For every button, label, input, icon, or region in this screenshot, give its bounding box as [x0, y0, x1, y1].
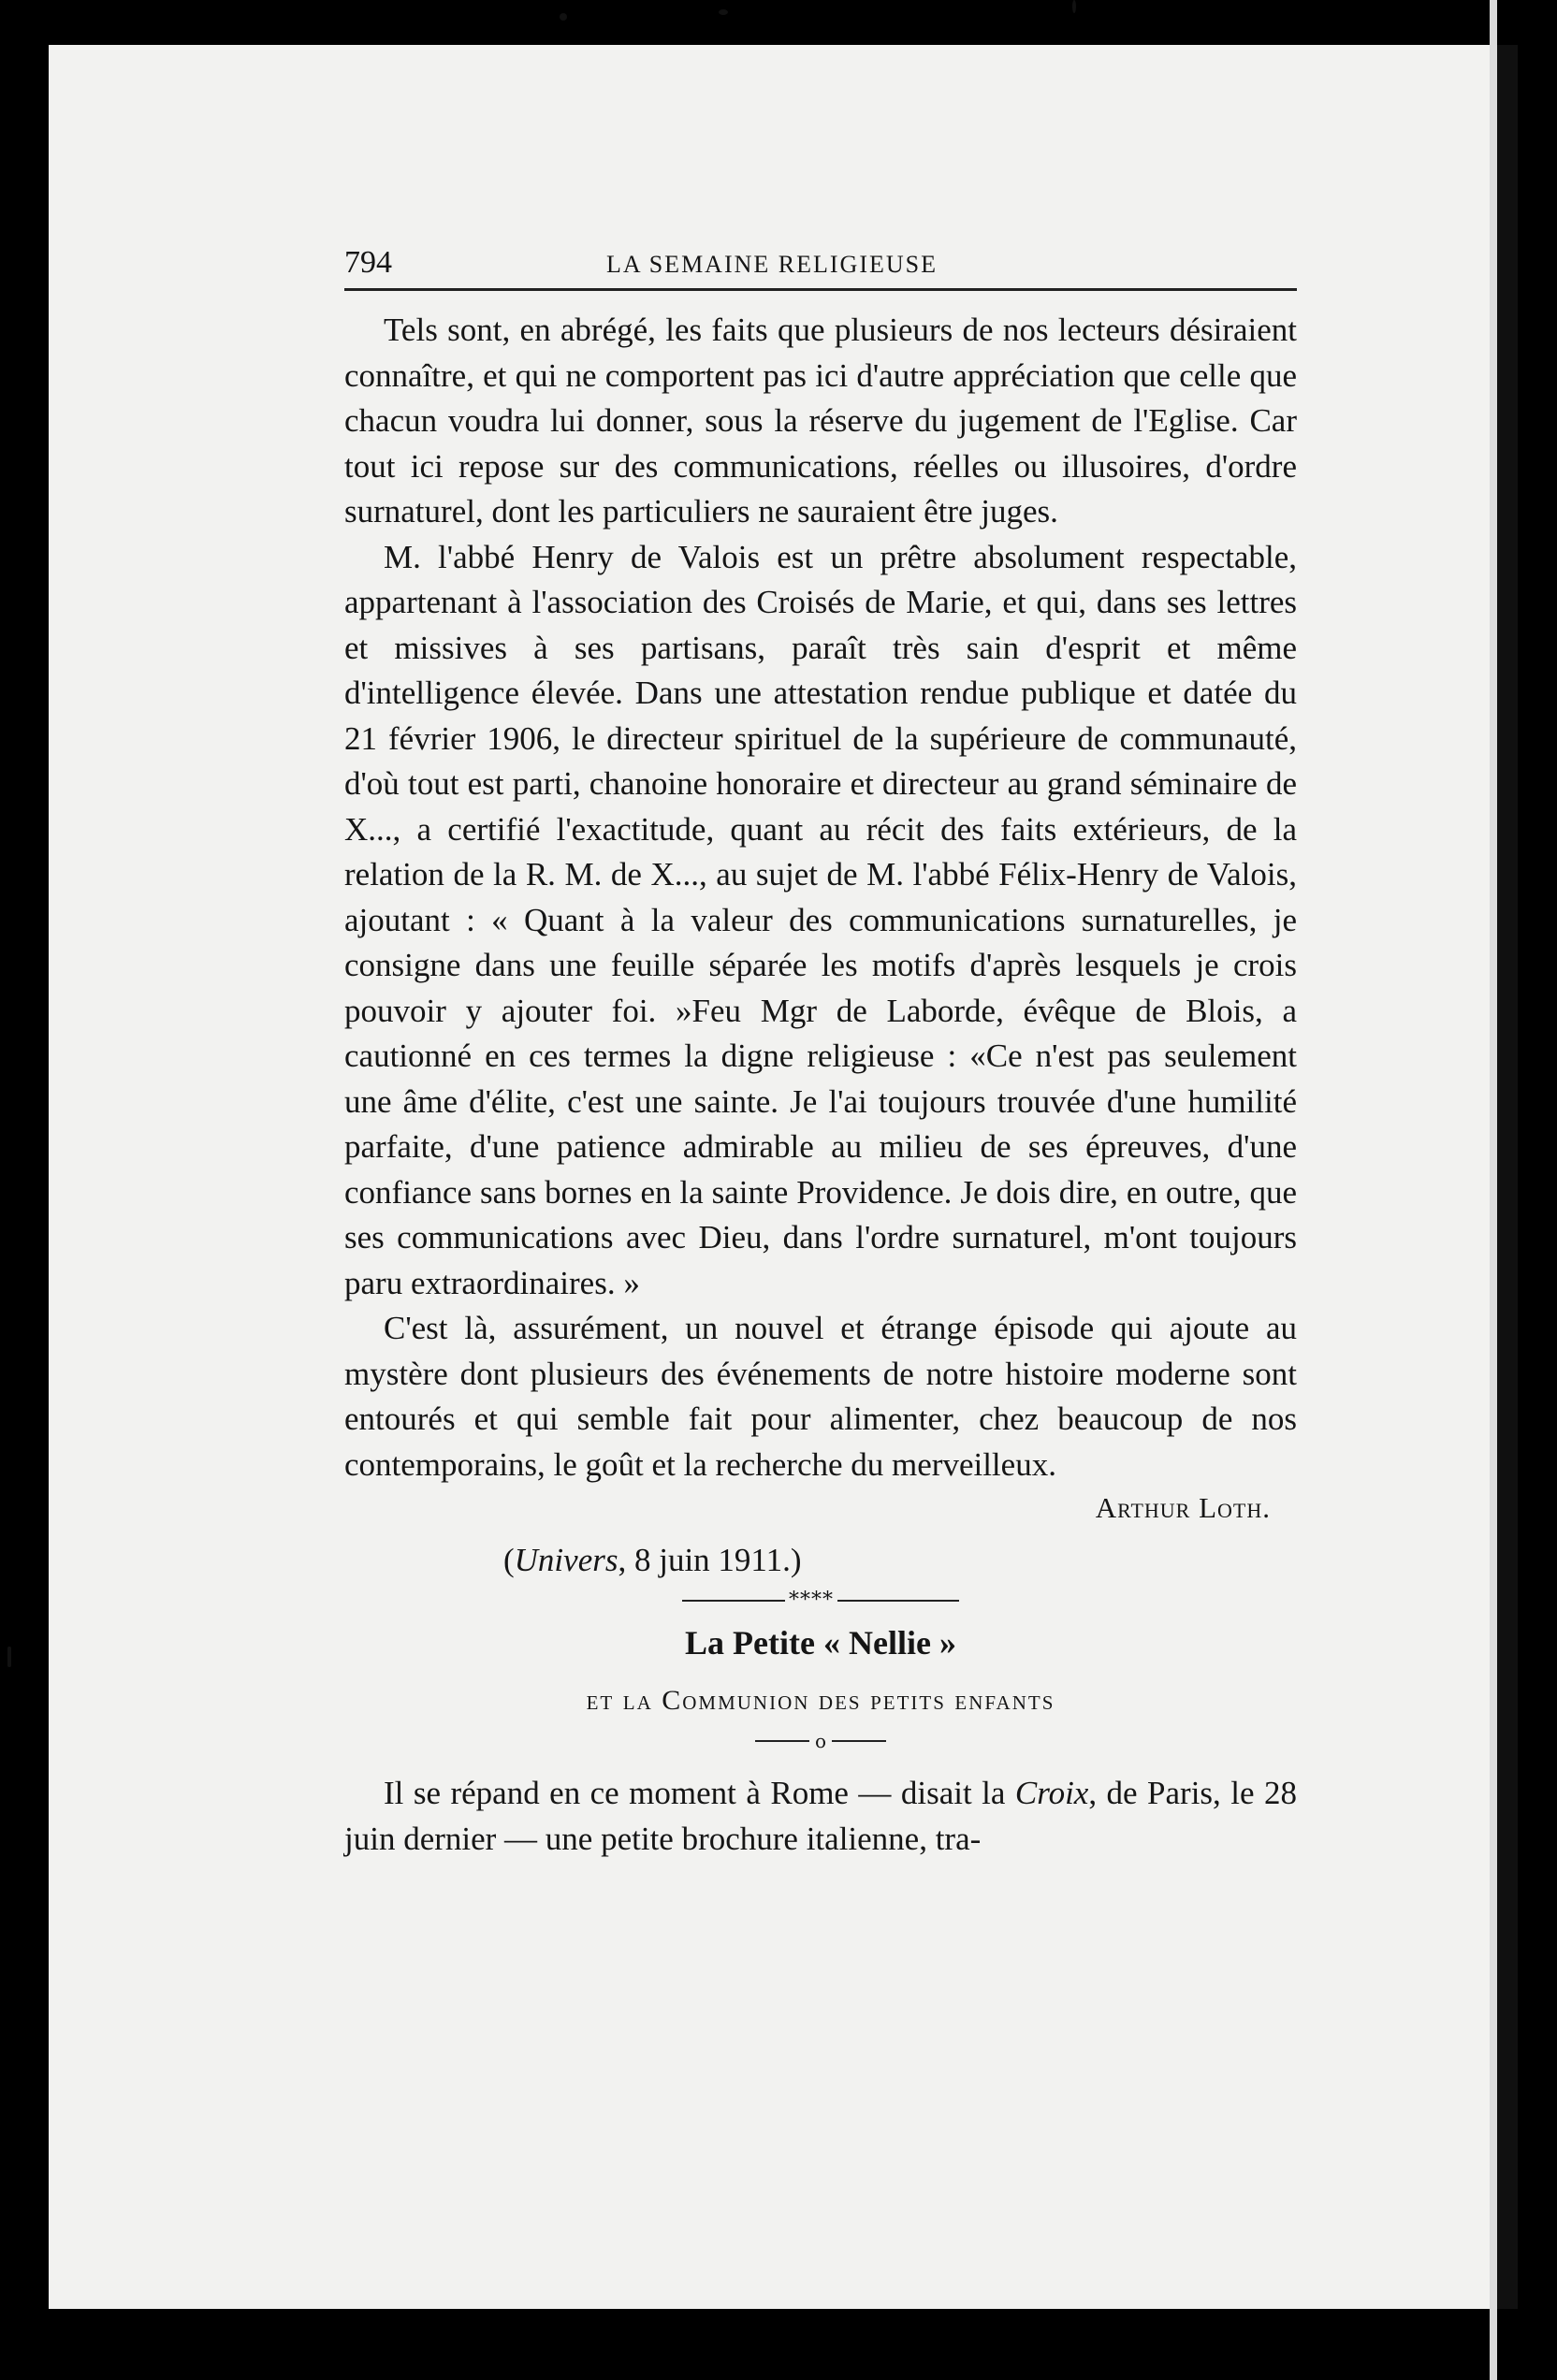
scan-speck — [7, 1647, 11, 1667]
section-opening-paragraph — [344, 1771, 1297, 1862]
page-content — [344, 245, 1297, 1862]
paragraph-3: C'est là, assurément, un nouvel et étrange épisode qui ajoute au mystère dont plusieurs des événements de notre histoire moderne sont entourés et qui semble fait pour alimenter, chez beaucoup de nos contemporains, le goût et la recherche du merveilleux. — [344, 1310, 1297, 1483]
section-subtitle: et la Communion des petits enfants — [586, 1685, 1055, 1716]
opening-italic: Croix — [1014, 1775, 1089, 1811]
binding-edge — [1497, 45, 1518, 2309]
small-divider — [344, 1730, 1297, 1752]
opening-rest: , de Paris, le 28 juin dernier — une petite brochure italienne, tra- — [344, 1775, 1297, 1857]
source-open-paren: ( — [503, 1542, 515, 1578]
running-title: LA SEMAINE RELIGIEUSE — [606, 251, 938, 278]
opening-text: Il se répand en ce moment à Rome — disait la — [384, 1775, 1015, 1811]
page-number: 794 — [344, 245, 392, 280]
divider-rule-left — [682, 1600, 785, 1602]
small-divider-mark: o — [814, 1730, 827, 1752]
paragraph-2: M. l'abbé Henry de Valois est un prêtre absolument respectable, appartenant à l'association des Croisés de Marie, et qui, dans ses lettres et missives à ses partisans, paraît très sain d'esprit et même d'intelligence élevée. Dans une attestation rendue publique et datée du 21 février 1906, le directeur spirituel de la supérieure de communauté, d'où tout est parti, chanoine honoraire et directeur au grand séminaire de X..., a certifié l'exactitude, quant au récit des faits extérieurs, de la relation de la R. M. de X..., au sujet de M. l'abbé Félix-Henry de Valois, ajoutant : « Quant à la valeur des communications surnaturelles, je consigne dans une feuille séparée les motifs d'après lesquels je crois pouvoir y ajouter foi. »Feu Mgr de Laborde, évêque de Blois, a cautionné en ces termes la digne religieuse : «Ce n'est pas seulement une âme d'élite, c'est une sainte. Je l'ai toujours trouvée d'une humilité parfaite, d'une patience admirable au milieu de ses épreuves, d'une confiance sans bornes en la sainte Providence. Je dois dire, en outre, que ses communications avec Dieu, dans l'ordre surnaturel, m'ont toujours paru extraordinaires. » — [344, 538, 1297, 1301]
section-title: La Petite « Nellie » — [685, 1624, 956, 1662]
paragraph-1: Tels sont, en abrégé, les faits que plusieurs de nos lecteurs désiraient connaître, et qui ne comportent pas ici d'autre appréciation que celle que chacun voudra lui donner, sous la réserve du jugement de l'Eglise. Car tout ici repose sur des communications, réelles ou illusoires, d'ordre surnaturel, dont les particuliers ne sauraient être juges. — [344, 312, 1297, 530]
small-divider-rule-right — [832, 1740, 886, 1742]
source-date: , 8 juin 1911.) — [618, 1542, 802, 1578]
author-signature: Arthur Loth. — [1095, 1491, 1271, 1524]
source-publication: Univers — [514, 1542, 618, 1578]
divider-rule-right — [837, 1600, 959, 1602]
scan-speck — [560, 13, 567, 21]
running-header — [344, 245, 1297, 291]
small-divider-rule-left — [755, 1740, 809, 1742]
divider-stars: **** — [789, 1589, 834, 1612]
section-divider — [344, 1589, 1297, 1612]
source-citation — [503, 1542, 1297, 1579]
scan-speck — [1072, 0, 1076, 13]
scan-speck — [719, 9, 728, 15]
page-edge — [1490, 0, 1497, 2380]
